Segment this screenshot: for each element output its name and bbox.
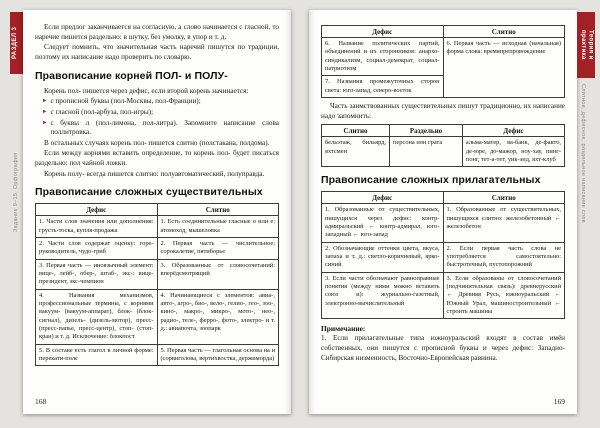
page-number-left: 168 (35, 397, 47, 406)
rule-cell-hyphen: 5. В составе есть глагол в личной форме: перекати-поле (36, 344, 158, 366)
table-header-row (322, 26, 565, 38)
pol-bullet-item (42, 97, 279, 107)
nouns-rules-table-continued (321, 25, 565, 98)
nouns-rules-table (35, 203, 279, 366)
polu-paragraph: Корень полу- всегда пишется слитно: полуавтоматический, полуправда. (44, 169, 265, 178)
rule-cell-hyphen: 3. Если части обозначают равноправные понятия (между ними можно вставить союз и): журнально-газетный, электронно-вычислительный (322, 272, 444, 319)
left-page (23, 10, 291, 414)
column-header-solid: Слитно (157, 204, 279, 216)
rule-cell-hyphen: 7. Названия промежуточных сторон света: юго-запад, северо-восток (322, 76, 444, 98)
rule-cell-hyphen: 2. Части слов содержат оценку: горе-руководитель, чудо-гриб (36, 238, 158, 260)
rule-cell-solid: 1. Есть соединительные гласные о или е: атомоход, мышеловка (157, 216, 279, 238)
pol-bullet-item (42, 119, 279, 138)
rule-cell-hyphen: 1. Части слов значения или дополнения: грусть-тоска, купля-продажа (36, 216, 158, 238)
table-row (36, 216, 279, 238)
column-header-solid: Слитно (443, 192, 565, 204)
sidebar-task-label: Задание 9–15. Орфография (13, 152, 19, 232)
borrowed-cell-hyphen: альма-матер, ва-банк, де-факто, де-юре, до-мажор, ноу-хау, пинг-понг, тет-а-тет, уик-энд, яхт-клуб (462, 137, 564, 167)
note-title: Примечание: (321, 324, 366, 334)
arrow-bullet-icon: ► (42, 108, 48, 115)
pol-bullet-text: с гласной (пол-арбуза, пол-игры); (50, 107, 154, 116)
table-header-row (322, 192, 565, 204)
arrow-bullet-icon: ► (42, 119, 48, 126)
intro-paragraph-2: Следует помнить, что значительная часть наречий пишутся по традиции, поэтому их написание надо проверить по словарю. (35, 43, 279, 61)
rule-cell-solid: 3. Если образованы от словосочетаний (подчинительная связь): древнерусский ← Древняя Русь, южноуральский ← Южный Урал, машиностроительный ← строить машины (443, 272, 565, 319)
pol-paragraph-separate: Если между корнями вставить определение, то корень пол- будет писаться раздельно: пол чайной ложки. (35, 149, 279, 168)
rule-cell-solid: 6. Первая часть — исходная (начальная) форма слова: времяпрепровождение (443, 38, 565, 98)
arrow-bullet-icon: ► (42, 98, 48, 105)
rule-cell-hyphen: 4. Названия механизмов, профессиональные термины, с корнями вакуум- (вакуум-аппарат), блок- (блок-сигнал), дизель- (дизель-мотор), пресс- (пресс-папье, пресс-центр), стоп- (стоп-кран) и т. д. Исключение: блокпост (36, 289, 158, 344)
section-tab-right: Теория и практика (577, 12, 595, 78)
rule-cell-hyphen: 2. Обозначающие оттенки цвета, вкуса, запаха и т. д.: светло-коричневый, ярко-синий (322, 242, 444, 272)
table-row (36, 289, 279, 344)
section-tab-left: РАЗДЕЛ 3 (10, 12, 23, 74)
table-row (322, 242, 565, 272)
sidebar-topic-label: Слитное, дефисное, раздельное написание слов (580, 84, 586, 223)
right-page (309, 10, 577, 414)
adjectives-rules-table (321, 191, 565, 319)
nouns-section-heading: Правописание сложных существительных (35, 186, 263, 199)
rule-cell-hyphen: 1. Образованные от существительных, пишущихся через дефис: контр-адмиральский ← контр-адмирал, юго-западный ← юго-запад (322, 204, 444, 242)
table-row (36, 238, 279, 260)
pol-bullet-item (42, 108, 279, 118)
table-row (322, 272, 565, 319)
pol-bullet-text: с буквы л (пол-лимона, пол-литра). Запомните написание слова поллитровка. (50, 118, 279, 137)
borrowed-cell-solid: бельэтаж, бильярд, яхтсмен (322, 137, 390, 167)
rule-cell-solid: 5. Первая часть — глагольная основа на и (сорвиголова, вертихвостка, держиморда) (157, 344, 279, 366)
adjectives-section-heading: Правописание сложных прилагательных (321, 174, 541, 187)
intro-paragraph-1: Если предлог заканчивается на согласную, а слово начинается с гласной, то наречие пишется раздельно: в шутку, без умолку, в упор и т. д. (35, 23, 279, 41)
pol-paragraph-solid: В остальных случаях корень пол- пишется слитно (полстакана, полдома). (44, 138, 270, 147)
pol-bullet-text: с прописной буквы (пол-Москвы, пол-Франции); (50, 97, 201, 106)
page-number-right: 169 (553, 397, 565, 406)
table-row (322, 137, 565, 167)
rule-cell-hyphen: 6. Название политических партий, объединений и их сторонников: анархо-синдикализм, социал-демократ, социал-патриотизм (322, 38, 444, 76)
rule-cell-solid: 1. Образованные от существительных, пишущихся слитно: железобетонный ← железобетон (443, 204, 565, 242)
table-row (36, 344, 279, 366)
table-row (36, 259, 279, 289)
column-header-hyphen: Дефис (322, 26, 444, 38)
rule-cell-solid: 4. Начинающиеся с элементов: авиа-, авто-, агро-, био-, вело-, гелио-, гео-, зоо-, кино-, макро-, микро-, мото-, нео-, радио-, теле-, ферро-, фото-, электро- и т. д.: авиапочта, зоопарк (157, 289, 279, 344)
borrowed-words-table (321, 124, 565, 167)
column-header-solid: Слитно (443, 26, 565, 38)
column-header-hyphen: Дефис (462, 125, 564, 137)
borrowed-cell-separate: персона нон грата (390, 137, 463, 167)
pol-lead-paragraph: Корень пол- пишется через дефис, если второй корень начинается: (44, 86, 249, 95)
pol-section-heading: Правописание корней ПОЛ- и ПОЛУ- (35, 69, 228, 82)
borrowed-words-lead: Часть заимствованных существительных пишут традиционно, их написание надо запомнить: (321, 101, 565, 120)
table-header-row (36, 204, 279, 216)
column-header-separate: Раздельно (390, 125, 463, 137)
column-header-solid: Слитно (322, 125, 390, 137)
column-header-hyphen: Дефис (36, 204, 158, 216)
rule-cell-solid: 2. Если первая часть слова не употребляется самостоятельно: быстротечный, пустопорожний (443, 242, 565, 272)
note-paragraph: 1. Если прилагательные типа южноуральский входят в состав имён собственных, они пишутся с прописной буквы и через дефис: Западно-Сибирская низменность, Восточно-Европейская равнина. (321, 334, 565, 362)
table-header-row (322, 125, 565, 137)
table-row (322, 204, 565, 242)
column-header-hyphen: Дефис (322, 192, 444, 204)
rule-cell-solid: 2. Первая часть — числительное: сорокалетие, пятиборье (157, 238, 279, 260)
rule-cell-solid: 3. Образованные от словосочетаний: вперёдсмотрящий (157, 259, 279, 289)
table-row (322, 38, 565, 76)
rule-cell-hyphen: 3. Первая часть — иноязычный элемент: вице-, лейб-, обер-, штаб-, экс-: вице-президент, экс-чемпион (36, 259, 158, 289)
